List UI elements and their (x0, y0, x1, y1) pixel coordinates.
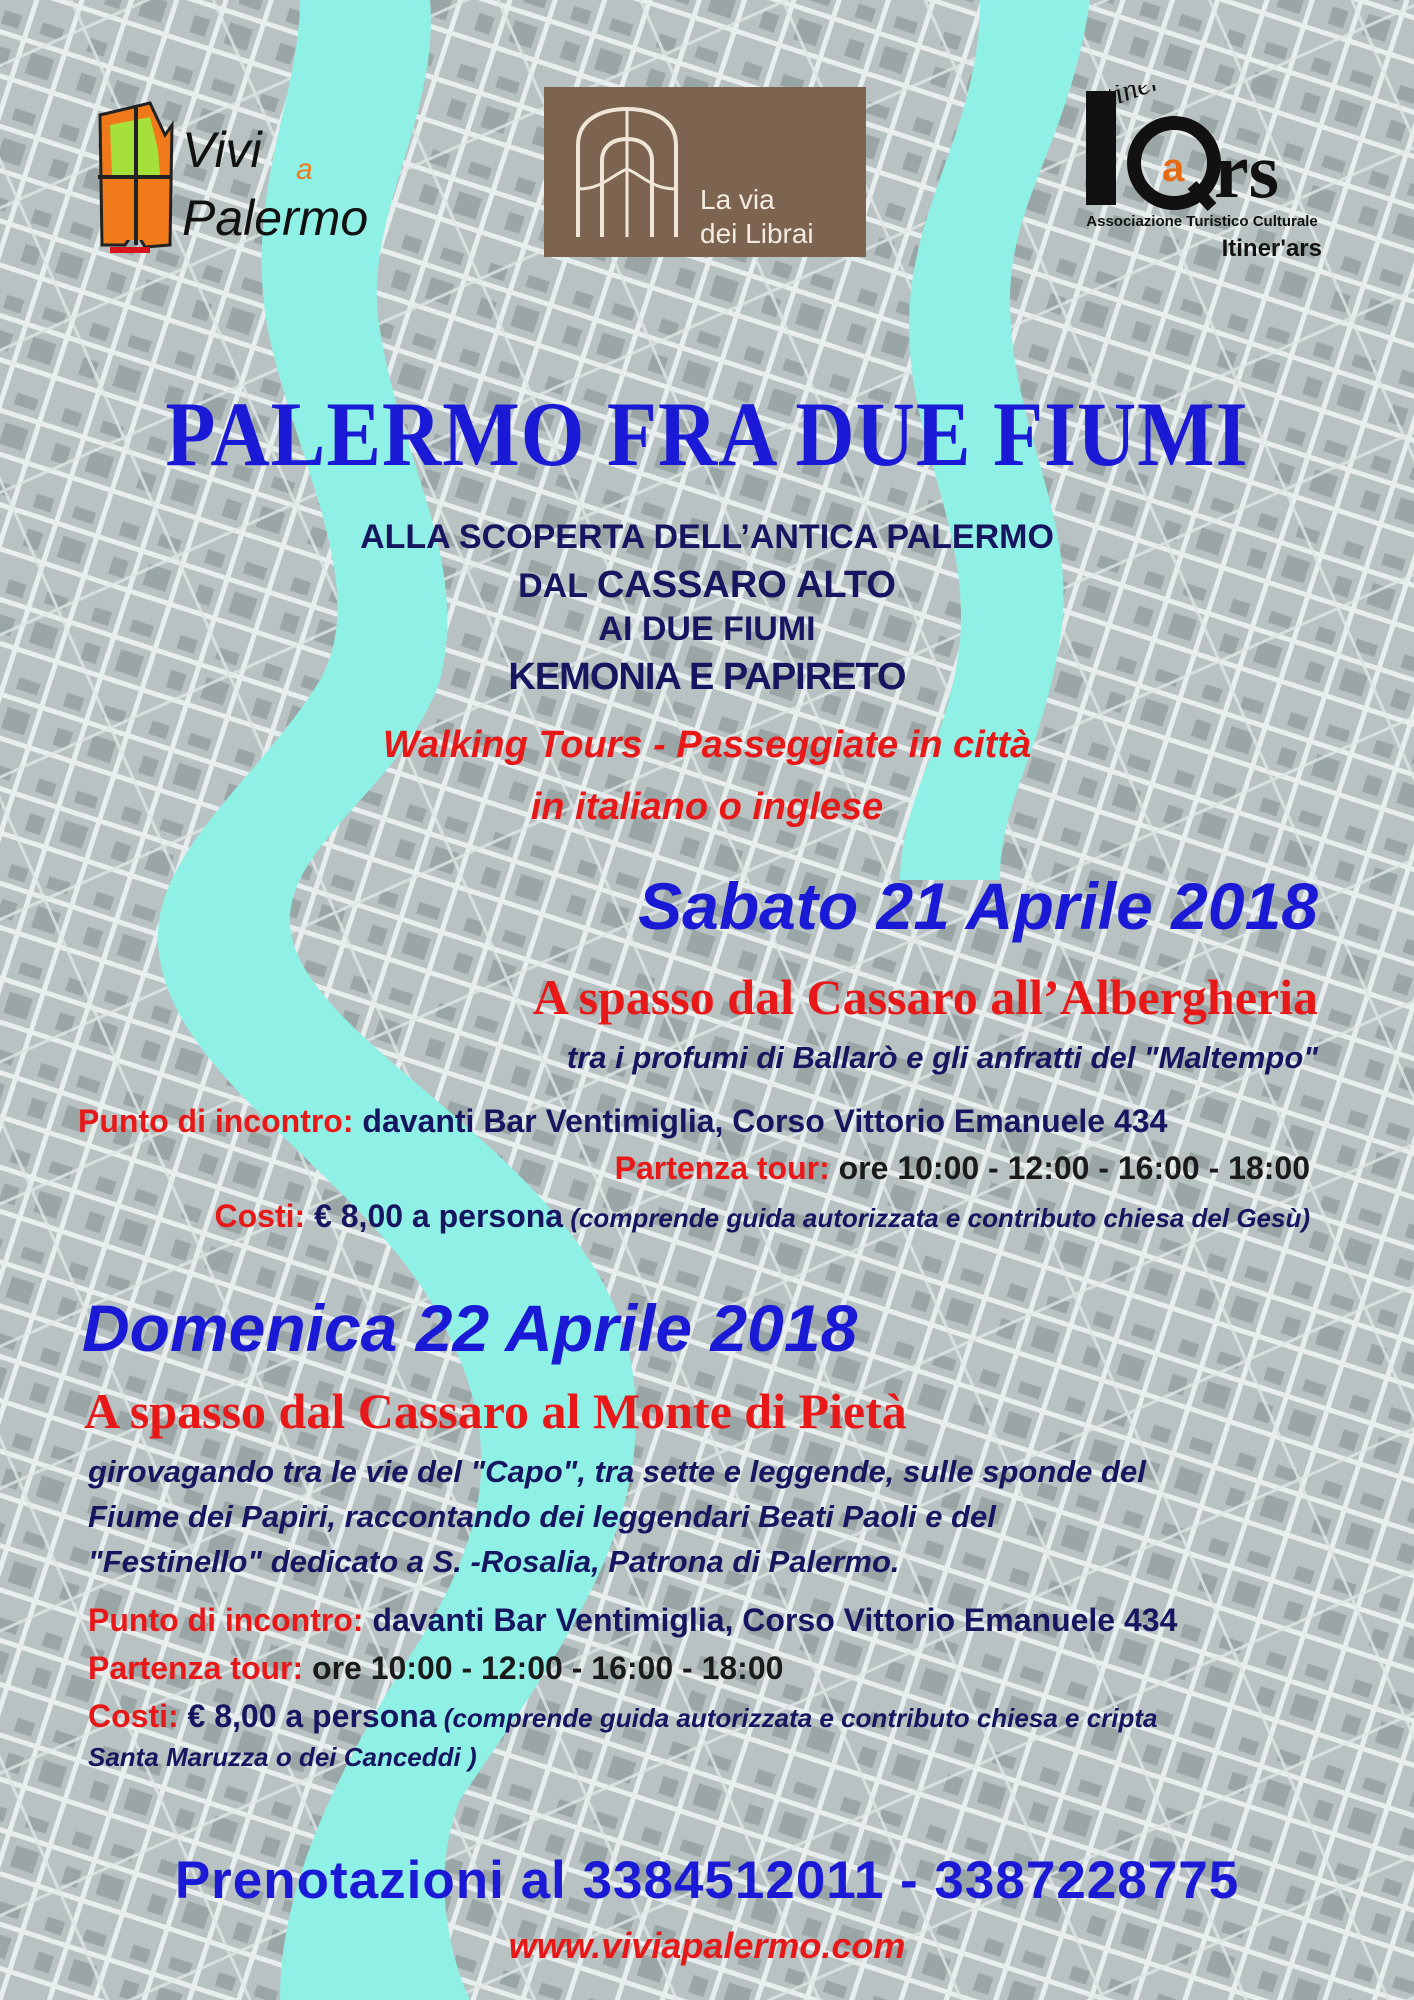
sunday-start-label: Partenza tour: (88, 1650, 304, 1686)
website-link[interactable]: www.viviapalermo.com (508, 1925, 906, 1966)
svg-text:Vivi: Vivi (182, 122, 262, 178)
via-line-1: La via (700, 184, 775, 215)
sunday-cost-note-2: Santa Maruzza o dei Canceddi ) (88, 1742, 477, 1772)
sunday-description-line-2: Fiume dei Papiri, raccontando dei leggendari Beati Paoli e del (88, 1499, 996, 1534)
saturday-start-value: ore 10:00 - 12:00 - 16:00 - 18:00 (829, 1150, 1310, 1186)
saturday-cost-value: € 8,00 a persona (305, 1198, 564, 1234)
saturday-cost-label: Costi: (214, 1198, 306, 1234)
saturday-description: tra i profumi di Ballarò e gli anfratti del "Maltempo" (566, 1040, 1318, 1075)
subtitle-line-2-prefix: DAL (518, 567, 597, 605)
svg-text:rs: rs (1214, 127, 1279, 214)
sunday-cost-label: Costi: (88, 1698, 179, 1734)
subtitle-line-1: ALLA SCOPERTA DELL’ANTICA PALERMO (360, 518, 1054, 556)
sunday-event-title: A spasso dal Cassaro al Monte di Pietà (84, 1383, 907, 1439)
sunday-start-times (88, 1650, 783, 1687)
sunday-description-line-3: "Festinello" dedicato a S. -Rosalia, Patrona di Palermo. (88, 1544, 900, 1579)
itinerars-association: Associazione Turistico Culturale (1086, 213, 1318, 230)
via-line-2: dei Librai (700, 218, 814, 249)
subtitle-line-2-strong: CASSARO ALTO (596, 564, 896, 606)
sunday-start-value: ore 10:00 - 12:00 - 16:00 - 18:00 (303, 1650, 784, 1686)
saturday-meeting-label: Punto di incontro: (78, 1103, 354, 1139)
sunday-meeting-value: davanti Bar Ventimiglia, Corso Vittorio Emanuele 434 (363, 1602, 1178, 1638)
sunday-cost (88, 1698, 1158, 1735)
subtitle-line-2 (0, 564, 1414, 607)
sunday-meeting-point (88, 1602, 1177, 1639)
itinerars-mark-icon (1082, 85, 1322, 215)
svg-text:tiner': tiner' (1101, 85, 1172, 114)
saturday-date: Sabato 21 Aprile 2018 (638, 869, 1318, 943)
saturday-cost-note: (comprende guida autorizzata e contributo chiesa del Gesù) (563, 1203, 1310, 1233)
saturday-cost (215, 1198, 1310, 1235)
svg-text:Palermo: Palermo (182, 190, 369, 246)
saturday-event-title: A spasso dal Cassaro all’Albergheria (532, 969, 1318, 1025)
vivi-palermo-emblem-icon (90, 95, 430, 255)
subtitle-line-3: AI DUE FIUMI (598, 610, 816, 648)
svg-text:a: a (1162, 146, 1185, 190)
la-via-dei-librai-text (700, 183, 814, 251)
gothic-arch-icon (572, 105, 682, 241)
sunday-cost-note-1: (comprende guida autorizzata e contributo chiesa e cripta (436, 1703, 1158, 1733)
saturday-meeting-value: davanti Bar Ventimiglia, Corso Vittorio Emanuele 434 (353, 1103, 1168, 1139)
poster-title: PALERMO FRA DUE FIUMI (165, 383, 1249, 486)
sunday-description-line-1: girovagando tra le vie del "Capo", tra sette e leggende, sulle sponde del (88, 1454, 1146, 1489)
saturday-meeting-point (78, 1103, 1167, 1140)
vivi-palermo-logo (90, 95, 430, 255)
saturday-start-times (615, 1150, 1310, 1187)
subtitle-line-4: KEMONIA E PAPIRETO (508, 656, 906, 698)
walking-tours-line-1: Walking Tours - Passeggiate in città (382, 724, 1032, 766)
svg-text:a: a (296, 153, 313, 186)
sunday-meeting-label: Punto di incontro: (88, 1602, 364, 1638)
sunday-cost-value: € 8,00 a persona (178, 1698, 437, 1734)
sunday-date: Domenica 22 Aprile 2018 (82, 1291, 858, 1365)
la-via-dei-librai-logo (544, 87, 866, 257)
booking-phone-numbers: Prenotazioni al 3384512011 - 3387228775 (174, 1851, 1240, 1910)
saturday-start-label: Partenza tour: (614, 1150, 830, 1186)
walking-tours-line-2: in italiano o inglese (530, 786, 884, 828)
itinerars-name: Itiner'ars (1221, 235, 1322, 262)
